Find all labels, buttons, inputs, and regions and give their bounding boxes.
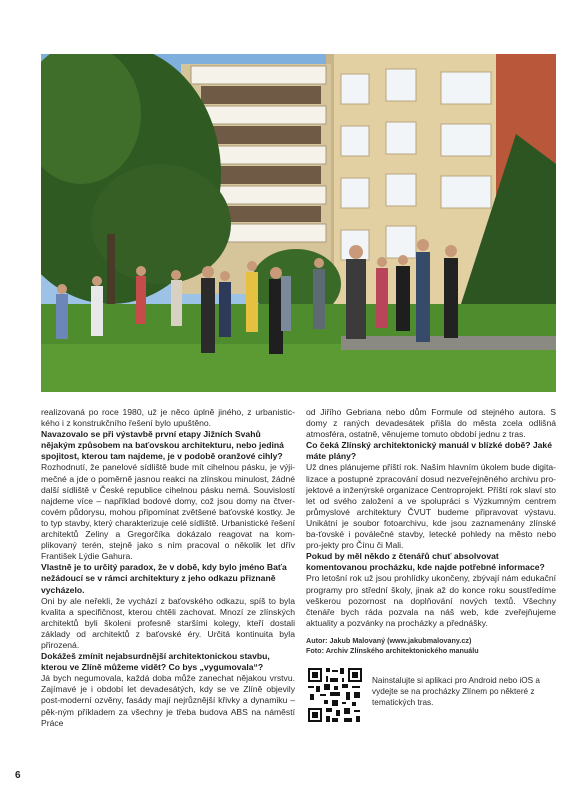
right-text-column (306, 407, 556, 726)
app-promo (306, 666, 556, 726)
interview-question: Pokud by měl někdo z čtenářů chuť absolvovat komentovanou procházku, kde najde potřebné informace? (306, 551, 545, 573)
paragraph: Pro letošní rok už jsou prohlídky ukončeny, zbývají nám edukační programy pro střední školy, jinak až do konce roku soustředíme veškerou pozornost na doplňování nových textů. Všechny čtenáře bych ráda pozvala na náš web, kde zveřejňujeme aktuality a pozvánky na procházky a přednášky. (306, 573, 556, 628)
paragraph: Já bych negumovala, každá doba může zanechat nějakou vrstvu. Zajímavé je i období let devadesátých, kdy se ve Zlíně objevily post-moderní ozvěny, fasády mají nejrůznější křivky a dynamiku – pěk-ným příkladem za všechny je třeba budova ABS na náměstí Práce (41, 673, 295, 728)
interview-question: Dokážeš zmínit nejabsurdnější architektonickou stavbu, kterou ve Zlíně můžeme vidět? Co bys „vygumovala“? (41, 651, 270, 673)
page-number: 6 (15, 770, 21, 781)
author-credit: Autor: Jakub Malovaný (www.jakubmalovany.cz) (306, 635, 472, 645)
credits (306, 636, 556, 656)
interview-question: Co čeká Zlínský architektonický manuál v blízké době? Jaké máte plány? (306, 440, 552, 462)
qr-caption: Nainstalujte si aplikaci pro Android nebo iOS a vydejte se na procházky Zlínem po některé z tematických tras. (372, 675, 540, 707)
left-text-column (41, 407, 295, 729)
paragraph: Už dnes plánujeme příští rok. Naším hlavním úkolem bude digita-lizace a postupné zpracování dosud nezveřejněného archivu pro-jektové a inženýrské organizace Centroprojekt. Příští rok slaví sto let od svého založení a ve spolupráci s Výzkumným centrem průmyslové architektury ČVUT budeme připravovat výstavu. Unikátní je soubor fotoarchivu, kde jsou zaznamenány zlínské ba-ťovské i poválečné stavby, letecké pohledy na město nebo pro-jekty pro Čínu či Mali. (306, 462, 556, 551)
paragraph: od Jiřího Gebriana nebo dům Formule od stejného autora. S domy z raných devadesátek přišla do města zcela odlišná atmosféra, ostatně, věnujeme tomuto období jednu z tras. (306, 407, 556, 440)
article-photo (41, 54, 556, 392)
interview-question: Navazovalo se při výstavbě první etapy Jižních Svahů nějakým způsobem na baťovskou architekturu, nebo jediná spojitost, kterou tam najdeme, je v podobě oranžové cihly? (41, 429, 284, 462)
paragraph: Oni by ale neřekli, že vychází z baťovského odkazu, spíš to byla kvalita a specifičnost, kterou chtěli zachovat. Mnozí ze zlínských architektů byli školeni profesně staršími kolegy, kteří dostali základy od architektů z baťovské éry. Určitá kontinuita byla přirozená. (41, 595, 295, 650)
paragraph: realizovaná po roce 1980, už je něco úplně jiného, z urbanistic-kého i z konstrukčního řešení bylo upuštěno. (41, 407, 295, 429)
interview-question: Vlastně je to určitý paradox, že v době, kdy bylo jméno Baťa nežádoucí se v rámci architektury z jeho odkazu přiznaně vycházelo. (41, 562, 287, 595)
paragraph: Rozhodnutí, že panelové sídliště bude mít cihelnou pásku, je výji-mečné a jde o poměrně jasnou reakci na zlínskou minulost, žádné další sídliště v České republice cihelnou pásku nemá. Souvislostí najdeme více – například bodové domy, což jsou domy na čtver-covém půdorysu, mohou připomínat zvětšené baťovské kostky. Je to typ stavby, který charakterizuje celé sídliště. Urbanistické řešení architektů Zeliny a Gregorčíka dokázalo reagovat na kom-plikovaný terén, stejně jako s ním pracoval o několik let dřív František Lýdie Gahura. (41, 462, 295, 562)
photo-credit: Foto: Archiv Zlínského architektonického manuálu (306, 645, 479, 655)
qr-code-icon[interactable] (306, 666, 364, 724)
